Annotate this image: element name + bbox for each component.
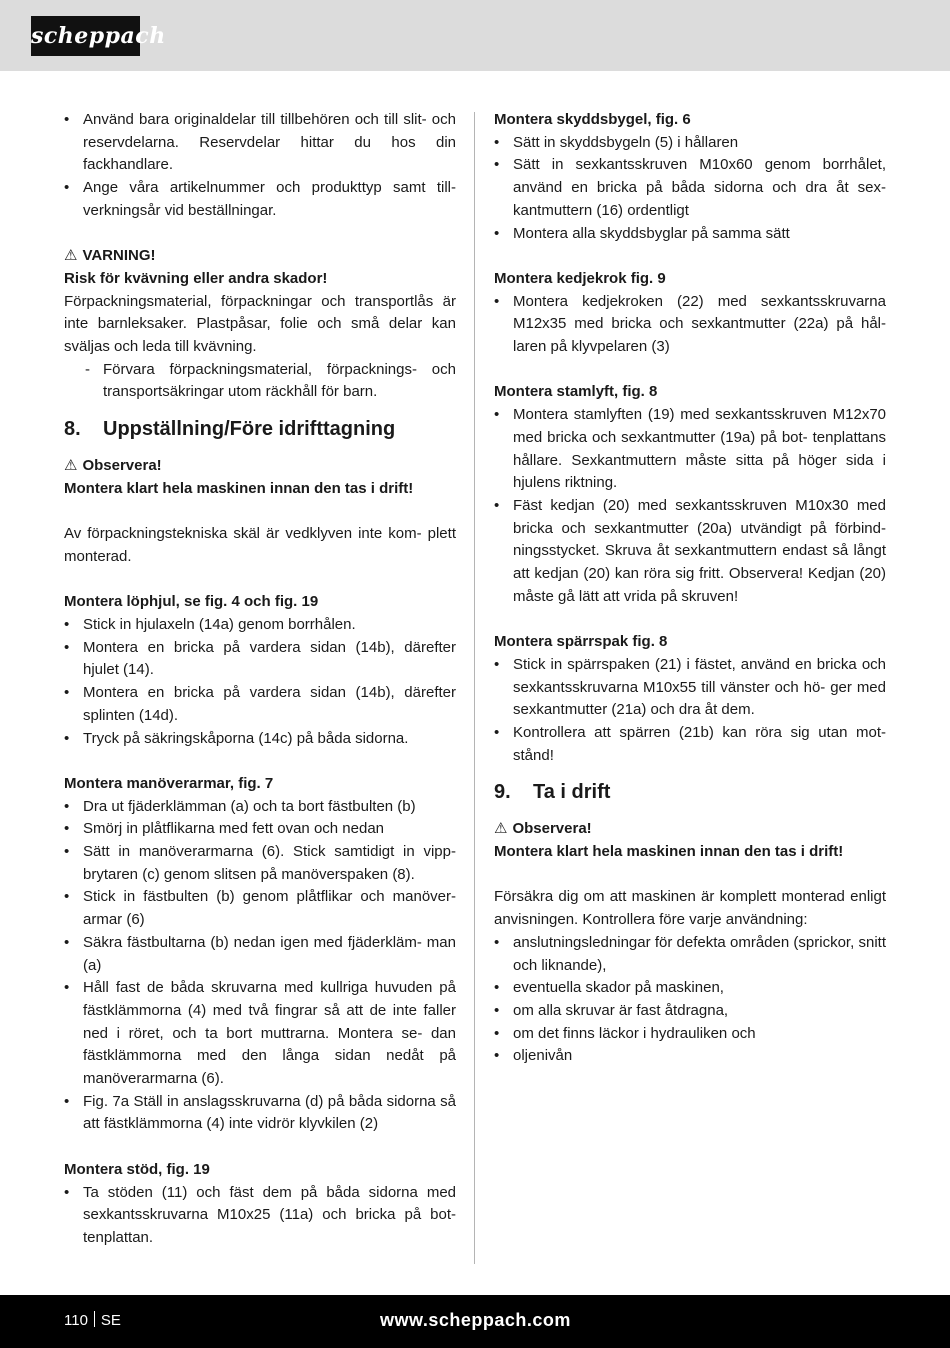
- intro-bullet-list: [64, 109, 456, 223]
- lift-bullet-list: [494, 404, 886, 608]
- right-column: [494, 109, 886, 1068]
- warning-text: Förpackningsmaterial, förpackningar och transportlås är inte barnleksaker. Plastpåsar, folie och små delar kan sväljas och leda till kvävning.: [64, 292, 456, 356]
- list-item: • Dra ut fjäderklämman (a) och ta bort fästbulten (b): [64, 796, 456, 819]
- warning-heading: [64, 245, 456, 268]
- section-title: Ta i drift: [533, 781, 611, 804]
- left-column: [64, 109, 456, 1250]
- list-item: • Montera en bricka på vardera sidan (14b), därefter splinten (14d).: [64, 682, 456, 727]
- scheppach-logo: scheppach: [31, 16, 140, 56]
- list-item: • Fig. 7a Ställ in anslagsskruvarna (d) på båda sidorna så att fästklämmorna (4) inte vidrör klyvkilen (2): [64, 1091, 456, 1136]
- column-divider: [474, 112, 475, 1264]
- list-item: • Kontrollera att spärren (21b) kan röra sig utan mot- stånd!: [494, 722, 886, 767]
- check-text: Försäkra dig om att maskinen är komplett monterad enligt anvisningen. Kontrollera före varje användning:: [494, 888, 886, 929]
- warning-dash-list: [64, 359, 456, 404]
- warning-triangle-icon: ⚠: [64, 247, 78, 265]
- observe-title: Observera!: [82, 457, 162, 475]
- check-bullet-list: [494, 932, 886, 1068]
- list-item: - Förvara förpackningsmaterial, förpacknings- och transportsäkringar utom räckhåll för barn.: [64, 359, 456, 404]
- section-heading-8: [64, 404, 456, 455]
- wheels-bullet-list: [64, 614, 456, 750]
- warning-title: VARNING!: [82, 247, 156, 265]
- list-item: • Sätt in manöverarmarna (6). Stick samtidigt in vipp- brytaren (c) genom slitsen på manöverspaken (8).: [64, 841, 456, 886]
- list-item: • Montera en bricka på vardera sidan (14b), därefter hjulet (14).: [64, 637, 456, 682]
- guard-heading: Montera skyddsbygel, fig. 6: [494, 111, 691, 128]
- list-item: • oljenivån: [494, 1045, 886, 1068]
- list-item: • Stick in fästbulten (b) genom plåtflikar och manöver- armar (6): [64, 886, 456, 931]
- guard-bullet-list: [494, 132, 886, 246]
- list-item: • Ange våra artikelnummer och produkttyp samt till- verkningsår vid beställningar.: [64, 177, 456, 222]
- lift-heading: Montera stamlyft, fig. 8: [494, 383, 658, 401]
- section-number: 8.: [64, 418, 81, 441]
- header-bar: [0, 0, 950, 71]
- lever-heading: Montera spärrspak fig. 8: [494, 633, 668, 651]
- hook-heading: Montera kedjekrok fig. 9: [494, 269, 666, 287]
- section-heading-9: [494, 767, 886, 818]
- warning-triangle-icon: ⚠: [64, 457, 78, 475]
- list-item: • om det finns läckor i hydrauliken och: [494, 1023, 886, 1046]
- warning-triangle-icon: ⚠: [494, 820, 508, 838]
- list-item: • eventuella skador på maskinen,: [494, 977, 886, 1000]
- list-item: • Smörj in plåtflikarna med fett ovan och nedan: [64, 818, 456, 841]
- stod-heading: Montera stöd, fig. 19: [64, 1160, 210, 1178]
- wheels-heading: Montera löphjul, se fig. 4 och fig. 19: [64, 593, 319, 611]
- list-item: • Säkra fästbultarna (b) nedan igen med fjäderkläm- man (a): [64, 932, 456, 977]
- section-title: Uppställning/Före idrifttagning: [103, 418, 396, 441]
- lever-bullet-list: [494, 654, 886, 768]
- list-item: • om alla skruvar är fast åtdragna,: [494, 1000, 886, 1023]
- list-item: • Stick in spärrspaken (21) i fästet, använd en bricka och sexkantsskruvarna M10x55 till vänster och hö- ger med sexkantmutter (21a) och dra åt dem.: [494, 654, 886, 722]
- footer-bar: [0, 1295, 950, 1348]
- list-item: • Montera stamlyften (19) med sexkantsskruven M12x70 med bricka och sexkantmutter (19a) på bot- tenplattans hållare. Sexkantmuttern måste sitta på höger sida i hjulens riktning.: [494, 404, 886, 495]
- observe-text: Montera klart hela maskinen innan den tas i drift!: [64, 479, 414, 497]
- list-item: • Tryck på säkringskåporna (14c) på båda sidorna.: [64, 728, 456, 751]
- language-code: SE: [100, 1312, 121, 1329]
- stod-bullet-list: [64, 1182, 456, 1250]
- page-number: 110: [64, 1312, 88, 1329]
- separator: [94, 1311, 95, 1327]
- arms-bullet-list: [64, 796, 456, 1137]
- website-url: www.scheppach.com: [380, 1310, 571, 1330]
- warning-subtitle: Risk för kvävning eller andra skador!: [64, 269, 328, 287]
- list-item: • Sätt in skyddsbygeln (5) i hållaren: [494, 132, 886, 155]
- packaging-text: Av förpackningstekniska skäl är vedklyven inte kom- plett monterad.: [64, 525, 456, 565]
- list-item: • anslutningsledningar för defekta områden (sprickor, snitt och liknande),: [494, 932, 886, 977]
- list-item: • Ta stöden (11) och fäst dem på båda sidorna med sexkantsskruvarna M10x25 (11a) och bricka på bot- tenplattan.: [64, 1182, 456, 1250]
- observe-text: Montera klart hela maskinen innan den tas i drift!: [494, 843, 844, 861]
- observe-heading: [64, 455, 456, 478]
- arms-heading: Montera manöverarmar, fig. 7: [64, 774, 274, 792]
- observe-heading: [494, 818, 886, 841]
- observe-title: Observera!: [512, 820, 592, 838]
- list-item: • Sätt in sexkantsskruven M10x60 genom borrhålet, använd en bricka på båda sidorna och dra åt sex- kantmuttern (16) ordentligt: [494, 154, 886, 222]
- list-item: • Håll fast de båda skruvarna med kullriga huvuden på fästklämmorna (4) med två fingrar så att de inte faller ned i röret, och ta bort muttrarna. Montera se- dan fästklämmorna med den långa sidan nedåt på manöverarmarna (6).: [64, 977, 456, 1091]
- hook-bullet-list: [494, 291, 886, 359]
- list-item: • Stick in hjulaxeln (14a) genom borrhålen.: [64, 614, 456, 637]
- list-item: • Montera alla skyddsbyglar på samma sätt: [494, 223, 886, 246]
- section-number: 9.: [494, 781, 511, 804]
- list-item: • Fäst kedjan (20) med sexkantsskruven M10x30 med bricka och sexkantmutter (20a) utvändigt på förbind- ningsstycket. Skruva åt sexkantmuttern endast så långt att kedjan (20) kan röra sig fritt. Observera! Kedjan (20) måste gå lätt att vrida på skruven!: [494, 495, 886, 609]
- list-item: • Använd bara originaldelar till tillbehören och till slit- och reservdelarna. Reservdelar hittar du hos din fackhandlare.: [64, 109, 456, 177]
- page-number-block: [64, 1311, 121, 1331]
- list-item: • Montera kedjekroken (22) med sexkantsskruvarna M12x35 med bricka och sexkantmutter (22a) på hål- laren på klyvpelaren (3): [494, 291, 886, 359]
